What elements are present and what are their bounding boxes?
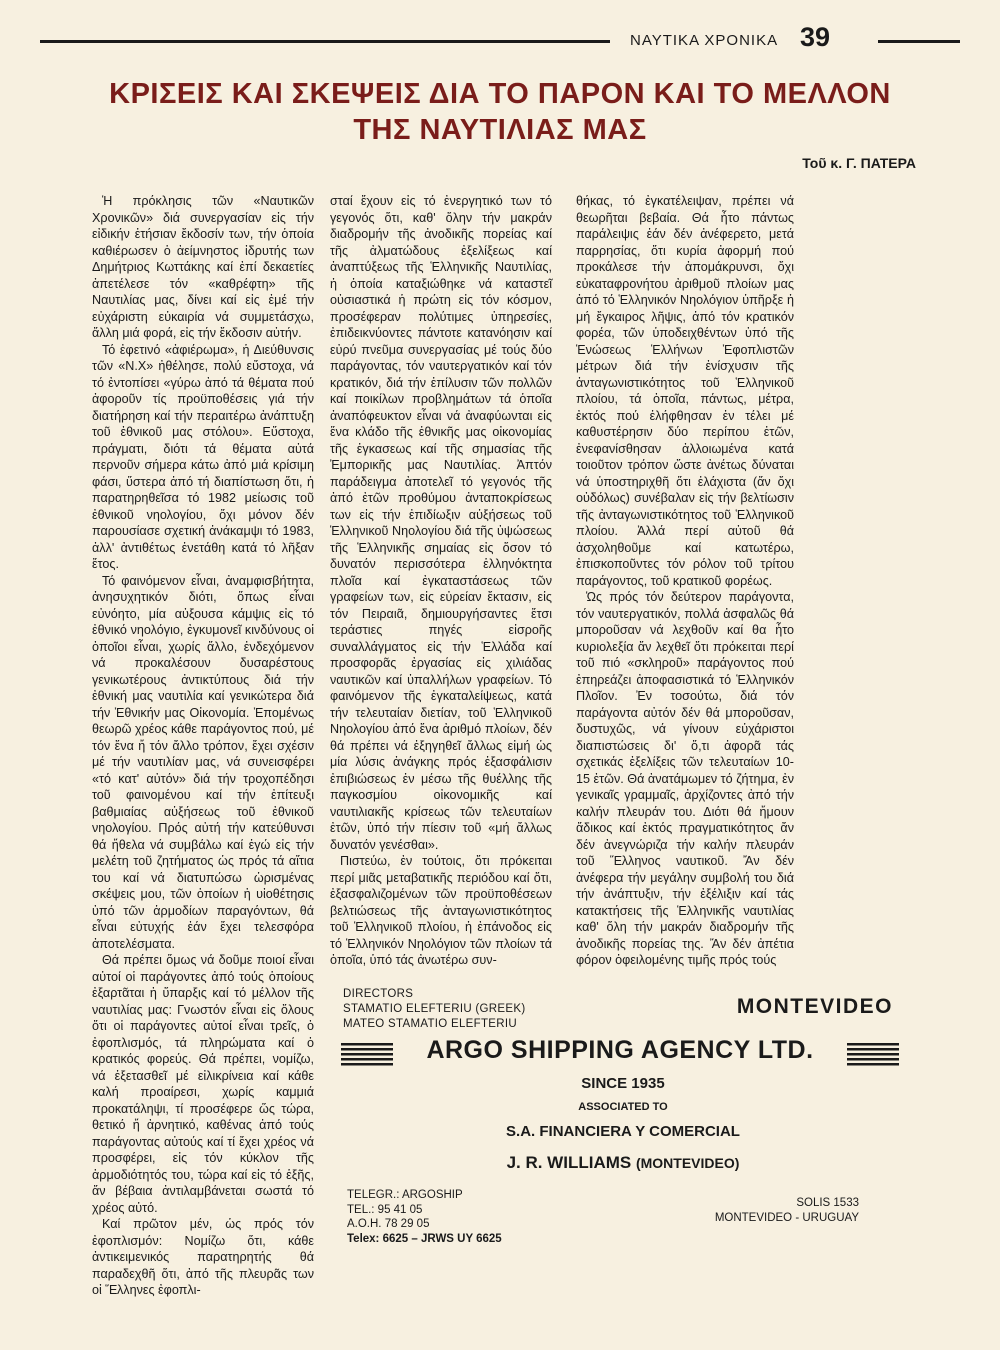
- article-column-2: [330, 193, 552, 966]
- ad-since: SINCE 1935: [581, 1075, 665, 1092]
- ad-city: MONTEVIDEO: [736, 995, 893, 1018]
- paragraph: Ἡ πρόκλησις τῶν «Ναυτικῶν Χρονικῶν» διά συνεργασίαν εἰς τήν εἰδικήν ἐτήσιαν ἔκδοσίν των, τήν ὁποία καθιέρωσεν ὁ ἀείμνηστος ἱδρυτής των Δημήτριος Κωττάκης καί ἐπί δεκαετίες ἀπετέλεσε τόν «καθρέφτη» τῆς Ναυτιλίας μας, δίνει καί εἰς ἐμέ τήν εὐχάριστη εὐκαιρία νά συμμετάσχω, ἄλλη μιά φορά, εἰς τήν ἔκδοσιν αὐτήν.: [92, 194, 314, 340]
- ad-telegr: TELEGR.: ARGOSHIP: [347, 1189, 463, 1201]
- page-number: 39: [800, 22, 831, 52]
- header-rule-left: [40, 40, 610, 43]
- ad-aoh: A.O.H. 78 29 05: [347, 1218, 430, 1230]
- article-column-1: [92, 193, 314, 1323]
- ad-street: SOLIS 1533: [796, 1197, 859, 1209]
- paragraph: Θά πρέπει ὅμως νά δοῦμε ποιοί εἶναι αὐτοί οἱ παράγοντες ἀπό τούς ὁποίους ἐξαρτᾶται ἡ ὕπαρξις καί τό μέλλον τῆς ναυτιλίας μας: Γνωστόν εἶναι εἰς ὅλους ὅτι οἱ παράγοντες αὐτοί εἶναι τρεῖς, ὁ ἐφοπλισμός, τά πληρώματα καί ὁ κρατικός φορεύς. Θά πρέπει, νομίζω, νά ἐξετασθεῖ μέ εἰλικρίνεια καί κάθε καλή προαίρεσι, χωρίς καμμιά προκατάληψι, τί προσέφερε ὥς τώρα, θετικό ἤ ἀρνητικό, καθένας ἀπό τούς παράγοντας αὐτούς καί τί ἔχει χρέος νά προσφέρει, εἰς τόν κύκλον τῆς ἁρμοδιότητός του, τώρα καί εἰς τό ἑξῆς, ἄν βέβαια ἀντιλαμβάνεται σωστά τό χρέος αὐτό.: [92, 953, 314, 1215]
- ad-country: MONTEVIDEO - URUGUAY: [714, 1211, 859, 1224]
- article-title-line-2: ΤΗΣ ΝΑΥΤΙΛΙΑΣ ΜΑΣ: [353, 114, 647, 146]
- ad-williams-city: (MONTEVIDEO): [635, 1155, 740, 1171]
- ad-director-1: STAMATIO ELEFTERIU (GREEK): [343, 1003, 526, 1015]
- ad-tel: TEL.: 95 41 05: [347, 1203, 423, 1216]
- article-title-line-1: ΚΡΙΣΕΙΣ ΚΑΙ ΣΚΕΨΕΙΣ ΔΙΑ ΤΟ ΠΑΡΟΝ ΚΑΙ ΤΟ ΜΕΛΛΟΝ: [109, 78, 891, 110]
- article-title: [60, 76, 940, 148]
- paragraph: θήκας, τό ἐγκατέλειψαν, πρέπει νά θεωρῆται βεβαία. Θά ἦτο πάντως παράλειψις ἐάν δέν ἀνέφερετο, μετά παρρησίας, ὅτι κυρία ἀφορμή πού προκάλεσε τήν ἀπομάκρυνσι, ὄχι εὐκαταφρονήτου ἀριθμοῦ πλοίων μας ἀπό τό Ἑλληνικόν Νηολόγιον ὑπῆρξε ἡ μή ἔγκαιρος λῆψις, ἀπό τόν κρατικόν φορέα, τῶν ὑποδειχθέντων ὑπό τῆς Ἑνώσεως Ἑλλήνων Ἐφοπλιστῶν μέτρων διά τήν ἐνίσχυσιν τῆς ἀνταγωνιστικότητος τοῦ Ἑλληνικοῦ πλοίου, τά ὁποῖα, πάντως, μέτρα, ἐκτός πού ἐλήφθησαν ἐν τέλει μέ καθυστέρησιν δύο περίπου ἐτῶν, ἐνεφανίσθησαν ἀλλοιωμένα κατά τοιοῦτον τρόπον ὥστε ἀνέτως δύναται νά ὑποστηριχθῆ ὅτι ἐλάχιστα (ἄν ὄχι οὐδόλως) συνέβαλαν εἰς τήν βελτίωσιν τῆς ἀνταγωνιστικότητος τοῦ Ἑλληνικοῦ πλοίου. Ἀλλά περί αὐτοῦ θά ἀσχοληθοῦμε καί κατωτέρω, ἐπισκοποῦντες τόν ρόλον τοῦ τρίτου παράγοντος, τοῦ κρατικοῦ φορέως.: [576, 194, 794, 588]
- ad-telex: Telex: 6625 – JRWS UY 6625: [347, 1232, 502, 1245]
- decorative-bars-right: [847, 1043, 899, 1067]
- decorative-bars-left: [341, 1043, 393, 1067]
- ad-director-2: MATEO STAMATIO ELEFTERIU: [343, 1018, 517, 1030]
- argo-shipping-advertisement: [333, 983, 913, 1245]
- header-rule-right: [878, 40, 960, 43]
- ad-directors-label: DIRECTORS: [343, 988, 414, 1000]
- article-author: Τοῦ κ. Γ. ΠΑΤΕΡΑ: [802, 155, 916, 171]
- paragraph: σταί ἔχουν εἰς τό ἐνεργητικό των τό γεγονός ὅτι, καθ' ὅλην τήν μακράν διαδρομήν τῆς ἀνοδικῆς πορείας καί τῆς ἀλματώδους ἐξελίξεως καί ἀναπτύξεως τῆς Ἑλληνικῆς Ναυτιλίας, ἡ ὁποία καταξιώθηκε νά καταστεῖ οὐσιαστικά ἡ πρώτη εἰς τόν κόσμον, προσέφεραν πολύτιμες ὑπηρεσίες, ἐπιδεικνύοντες πάντοτε κατανόησιν καί εὐρύ πνεῦμα συνεργασίας μέ τούς δύο παράγοντας, τόν ναυτεργατικόν καί τόν κρατικόν, διά τήν ἐπίλυσιν τῶν πολλῶν καί ποικίλων προβλημάτων τά ὁποῖα ἀναπόφευκτον εἶναι νά ἀναφύωνται εἰς ἕνα κλάδο τῆς ἐθνικῆς μας οἰκονομίας τῆς ἐγκασεως καί τῆς σημασίας τῆς Ἐμπορικῆς μας Ναυτιλίας. Ἀπτόν παράδειγμα ἀποτελεῖ τό γεγονός τῆς ἀπό ἐτῶν προθύμου ἀνταποκρίσεως των εἰς τήν ἐπιδίωξιν αὐξήσεως τοῦ Ἑλληνικοῦ Νηολογίου διά τῆς ὑψώσεως τῆς Ἑλληνικῆς σημαίας εἰς ὅσον τό δυνατόν περισσότερα ἑλληνόκτητα πλοῖα καί ἐγκαταστάσεως τῶν γραφείων των, εἰς εὐρείαν ἔκτασιν, εἰς τόν Πειραιᾶ, δημιουργήσαντες ἔτσι τεράστιες πηγές εἰσροῆς συναλλάγματος εἰς τήν Ἑλλάδα καί προσφορᾶς ἐργασίας εἰς χιλιάδας ναυτικῶν καί ὑπαλλήλων γραφείων. Τό φαινόμενον τῆς ἐγκαταλείψεως, κατά τήν τελευταίαν διετίαν, τοῦ Ἑλληνικοῦ Νηολογίου ἀπό ἕνα ἀριθμό πλοίων, δέν θά πρέπει νά ἐξηγηθεῖ ἄλλως εἰμή ὡς μία λύσις ἀνάγκης πρός ἐξασφάλισιν ἐπιβιώσεως ἐν μέσω τῆς θυέλλης τῆς παγκοσμίου οἰκονομικῆς καί ναυτιλιακῆς κρίσεως τῶν τελευταίων ἐτῶν, ὑπό τήν πίεσιν τοῦ «μή ἄλλως δυνατόν γενέσθαι».: [330, 194, 552, 852]
- paragraph: Τό φαινόμενον εἶναι, ἀναμφισβήτητα, ἀνησυχητικόν διότι, ὅπως εἶναι εὐνόητο, μία αὐξουσα κάμψις εἰς τό ἐθνικό νηολόγιο, ἐγκυμονεῖ κινδύνους οἱ ὁποῖοι εἶναι, χωρίς ἄλλο, ἐνδεχόμενον νά προκαλέσουν δυσαρέστους γενικωτέρους ἀντικτύπους διά τήν ἐθνική μας ναυτιλία καί γενικώτερα διά τήν Ἐθνικήν μας Οἰκονομία. Ἐπομένως θεωρῶ χρέος κάθε παράγοντος πού, μέ τόν ἕνα ἤ τόν ἄλλο τρόπον, ἔχει σχέσιν μέ τήν ναυτιλίαν μας, νά συνεισφέρει «τό κατ' αὐτόν» διά τήν τροχοπέδησι τοῦ φαινομένου καί τήν ἐπίτευξι βαθμιαίας αὐξήσεως τοῦ ἐθνικοῦ νηολογίου. Πρός αὐτή τήν κατεύθυνσι θά ἤθελα νά συμβάλω καί ἐγώ εἰς τήν μελέτη τοῦ ζητήματος ὡς πρός τά αἴτια του καί νά διατυπώσω ὡρισμένας σκέψεις μου, τῶν ὁποίων ἡ υἱοθέτησις ὑπό τῶν ἁρμοδίων παραγόντων, θά εἶναι εὐτυχής ἐάν ἔχει τελεσφόρα ἀποτελέσματα.: [92, 573, 314, 951]
- paragraph: Ὡς πρός τόν δεύτερον παράγοντα, τόν ναυτεργατικόν, πολλά ἀσφαλῶς θά μποροῦσαν νά λεχθοῦν καί θα ἦτο κυριολεξία ἄν λεχθεῖ ὅτι πρόκειται περί τοῦ πιό «σκληροῦ» παράγοντος πού ἐπηρεάζει ἀποφασιστικά τό Ἑλληνικόν Πλοῖον. Ἐν τοσούτω, διά τόν παράγοντα αὐτόν δέν θά μποροῦσαν, δυστυχῶς, νά γίνουν εὐχάριστοι διαπιστώσεις δι' ὅ,τι ἀφορᾶ τάς σχετικάς ἐξελίξεις τῶν τελευταίων 10-15 ἐτῶν. Θά ἀνατάμωμεν τό ζήτημα, ἐν γενικαῖς γραμμαῖς, ἀρχίζοντες ἀπό τήν καλήν πλευράν του. Διότι θά ἤμουν ἄδικος καί ἐκτός πραγματικότητος ἄν δέν ἀνεγνώριζα τήν καλήν πλευράν τοῦ Ἕλληνος ναυτικοῦ. Ἄν δέν ἀνέφερα τήν μεγάλην συμβολή του διά τήν ἀνάπτυξιν, τήν ἐξέλιξιν καί τάς κατακτήσεις τῆς Ἑλληνικῆς ναυτιλίας καθ' ὅλη τήν μακράν διαδρομήν τῆς ἀνοδικῆς πορείας της. Ἄν δέν ἀπέτια φόρον ὀφειλομένης τιμῆς πρός τούς: [576, 590, 794, 967]
- ad-address: [715, 1196, 859, 1225]
- paragraph: Πιστεύω, ἐν τούτοις, ὅτι πρόκειται περί μιᾶς μεταβατικῆς περιόδου καί ὅτι, ἐξασφαλιζομένων τῶν προϋποθέσεων βελτιώσεως τῆς ἀνταγωνιστικότητος τοῦ Ἑλληνικοῦ πλοίου, ἡ ἐπάνοδος εἰς τό Ἑλληνικόν Νηολόγιον τῶν πλοίων τά ὁποῖα, ὑπό τάς ἀνωτέρω συν-: [330, 854, 552, 967]
- ad-contacts: [347, 1188, 502, 1246]
- paragraph: Τό ἐφετινό «ἀφιέρωμα», ἡ Διεύθυνσις τῶν «Ν.Χ» ἠθέλησε, πολύ εὔστοχα, νά τό ἐντοπίσει «γύρω ἀπό τά θέματα πού ἀφοροῦν τίς προϋποθέσεις γιά τήν διατήρηση καί τήν περαιτέρω ἀνάπτυξη τοῦ ἐθνικοῦ μας στόλου». Εὔστοχα, πράγματι, διότι τά θέματα αὐτά περνοῦν σήμερα κάτω ἀπό μιά κρίσιμη φάσι, ὕστερα ἀπό τή διαπίστωση ὅτι, ἡ παρατηρηθεῖσα τό 1982 μείωσις τοῦ ἐθνικοῦ νηολογίου, ὄχι μόνον δέν παρουσίασε σχετική ἀνάκαμψι τό 1983, ἀλλ' ἀντιθέτως ἐνετάθη κατά τό λῆξαν ἔτος.: [92, 342, 314, 571]
- page-header: [40, 24, 960, 64]
- ad-associated: ASSOCIATED TO: [578, 1101, 668, 1113]
- paragraph: Καί πρῶτον μέν, ὡς πρός τόν ἐφοπλισμόν: Νομίζω ὅτι, κάθε ἀντικειμενικός παρατηρητής θά παραδεχθῆ ὅτι, ἀπό τῆς πλευρᾶς των οἱ Ἕλληνες ἐφοπλι-: [92, 1217, 314, 1297]
- ad-agency-name: ARGO SHIPPING AGENCY LTD.: [426, 1036, 814, 1064]
- ad-directors: [343, 987, 525, 1032]
- ad-williams: [333, 1153, 913, 1173]
- ad-williams-name: J. R. WILLIAMS: [506, 1153, 632, 1172]
- article-column-3: [576, 193, 794, 966]
- ad-financiera: S.A. FINANCIERA Y COMERCIAL: [506, 1123, 740, 1140]
- publication-name: ΝΑΥΤΙΚΑ ΧΡΟΝΙΚΑ: [630, 32, 779, 49]
